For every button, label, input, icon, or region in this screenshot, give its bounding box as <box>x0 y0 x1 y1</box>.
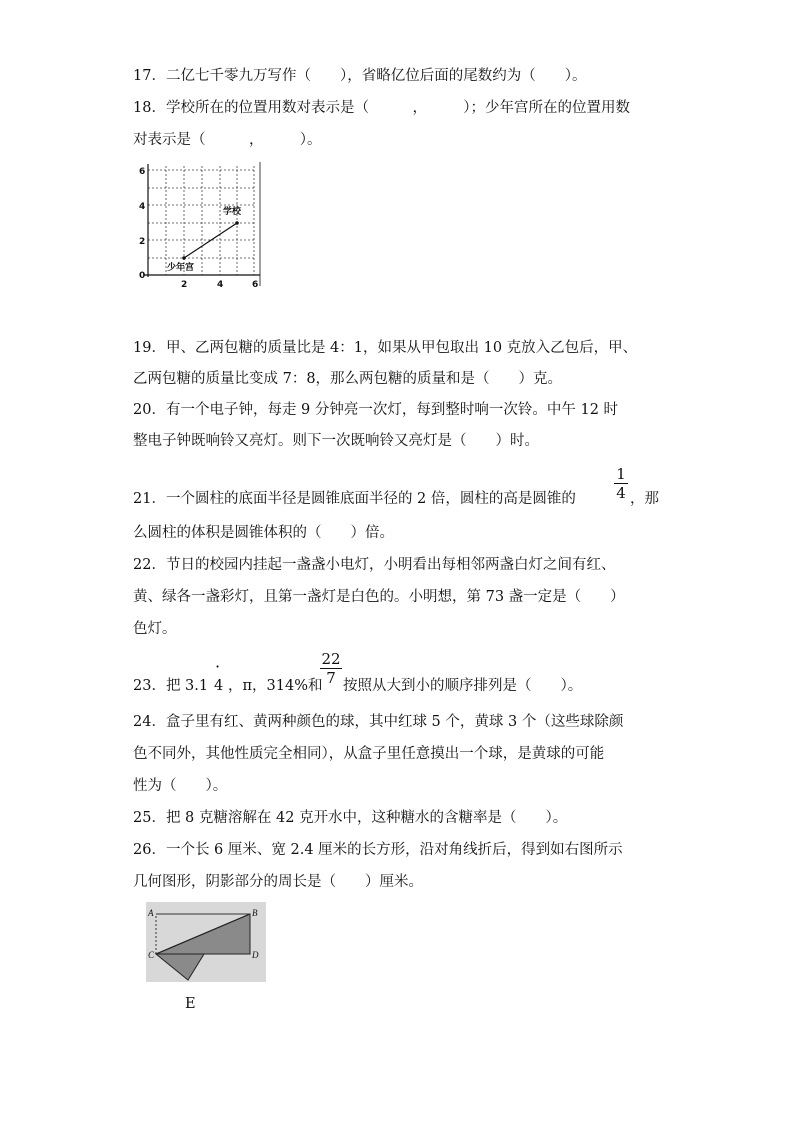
q24-line3: 性为（ ）。 <box>133 778 228 794</box>
q21-line2: 么圆柱的体积是圆锥体积的（ ）倍。 <box>133 525 394 541</box>
q23-mid: ，π，314%和 <box>228 678 323 694</box>
q23-post: 按照从大到小的顺序排列是（ ）。 <box>343 678 583 694</box>
q26-line2: 几何图形，阴影部分的周长是（ ）厘米。 <box>133 874 423 890</box>
label-B: B <box>252 908 258 918</box>
x-tick-4: 4 <box>217 280 224 290</box>
label-school: 学校 <box>223 207 242 217</box>
q21-line1-end: ，那 <box>630 491 659 507</box>
q21-fraction <box>614 465 628 502</box>
label-palace: 少年宫 <box>167 263 195 273</box>
q22-line1: 22．节日的校园内挂起一盏盏小电灯，小明看出每相邻两盏白灯之间有红、 <box>133 557 616 573</box>
q18-line1: 18．学校所在的位置用数对表示是（ ， ）；少年宫所在的位置用数 <box>133 100 630 116</box>
q17: 17．二亿七千零九万写作（ ），省略亿位后面的尾数约为（ ）。 <box>133 68 587 84</box>
q19-line1: 19．甲、乙两包糖的质量比是 4：1，如果从甲包取出 10 克放入乙包后，甲、 <box>133 340 638 356</box>
q21-frac-den: 4 <box>616 484 626 502</box>
q20-line2: 整电子钟既响铃又亮灯。则下一次既响铃又亮灯是（ ）时。 <box>133 433 539 449</box>
fold-figure <box>146 902 266 982</box>
label-C: C <box>148 950 155 960</box>
q24-line1: 24．盒子里有红、黄两种颜色的球，其中红球 5 个，黄球 3 个（这些球除颜 <box>133 714 624 730</box>
y-tick-0: 0 <box>139 271 146 281</box>
q22-line2: 黄、绿各一盏彩灯，且第一盏灯是白色的。小明想，第 73 盏一定是（ ） <box>133 589 625 605</box>
q21-frac-num: 1 <box>614 465 628 484</box>
x-tick-2: 2 <box>181 280 188 290</box>
q25: 25．把 8 克糖溶解在 42 克开水中，这种糖水的含糖率是（ ）。 <box>133 810 568 826</box>
y-tick-6: 6 <box>139 167 146 177</box>
q26-line1: 26．一个长 6 厘米、宽 2.4 厘米的长方形，沿对角线折后，得到如右图所示 <box>133 842 623 858</box>
q23-repeating-digit: 4 <box>214 678 224 694</box>
q22-line3: 色灯。 <box>133 621 177 637</box>
q23-repeating-dot: · <box>215 657 221 676</box>
q24-line2: 色不同外，其他性质完全相同），从盒子里任意摸出一个球，是黄球的可能 <box>133 746 605 762</box>
q23-frac-den: 7 <box>326 669 336 687</box>
label-D: D <box>252 950 259 960</box>
q23-fraction <box>320 650 342 687</box>
fold-figure-caption: E <box>185 996 196 1012</box>
x-tick-6: 6 <box>252 280 259 290</box>
grid-figure <box>134 156 268 290</box>
q18-line2: 对表示是（ ， ）。 <box>133 132 322 148</box>
q23-frac-num: 22 <box>321 650 341 668</box>
y-tick-2: 2 <box>139 237 146 247</box>
y-tick-4: 4 <box>139 202 146 212</box>
q19-line2: 乙两包糖的质量比变成 7：8，那么两包糖的质量和是（ ）克。 <box>133 371 563 387</box>
q23-pre: 23．把 3.1 <box>133 678 209 694</box>
label-A: A <box>148 908 154 918</box>
q20-line1: 20．有一个电子钟，每走 9 分钟亮一次灯，每到整时响一次铃。中午 12 时 <box>133 402 619 418</box>
q21-line1: 21．一个圆柱的底面半径是圆锥底面半径的 2 倍，圆柱的高是圆锥的 <box>133 491 576 507</box>
